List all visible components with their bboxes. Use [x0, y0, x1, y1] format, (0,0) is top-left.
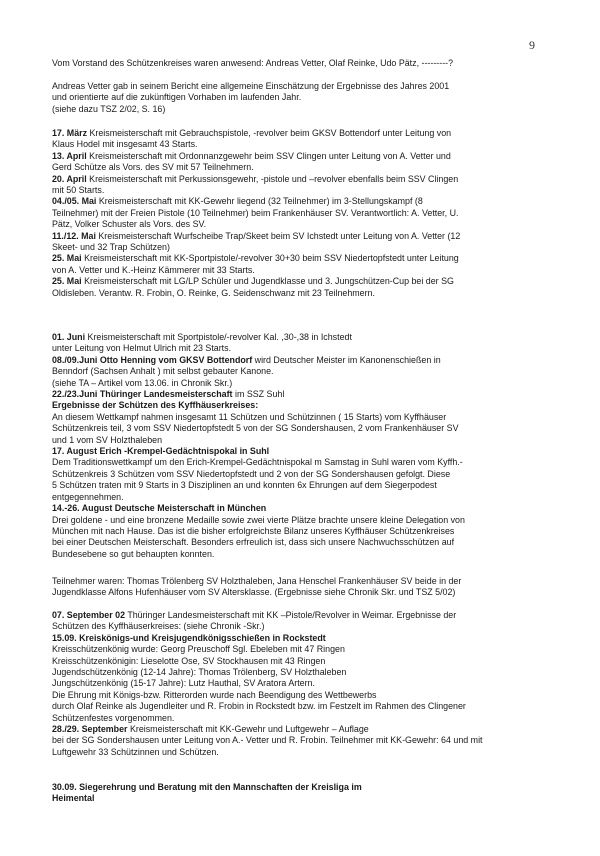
event-entry — [52, 151, 567, 174]
body-line: Dem Traditionswettkampf um den Erich-Krempel-Gedächtnispokal m Samstag in Suhl waren vom Kyffh.- — [52, 457, 463, 468]
event-text-cont: Skeet- und 32 Trap Schützen) — [52, 242, 170, 253]
event-heading: 15.09. Kreiskönigs-und Kreisjugendkönigsschießen in Rockstedt — [52, 632, 326, 643]
body-line: Luftgewehr 33 Schützinnen und Schützen. — [52, 746, 219, 757]
event-entry — [52, 128, 567, 151]
body-line: An diesem Wettkampf nahmen insgesamt 11 Schützen und Schützinnen ( 15 Starts) vom Kyffhäuser — [52, 411, 447, 422]
body-line: entgegennehmen. — [52, 491, 124, 502]
autumn-events — [52, 610, 567, 758]
event-text: Kreismeisterschaft mit KK-Gewehr und Luftgewehr – Auflage — [127, 724, 369, 735]
event-heading: 17. August Erich -Krempel-Gedächtnispokal in Suhl — [52, 446, 270, 457]
spring-events — [52, 128, 567, 299]
event-text-cont: unter Leitung von Helmut Ulrich mit 23 Starts. — [52, 343, 232, 354]
event-date: 01. Juni — [52, 332, 86, 342]
body-line: Kreisschützenkönigin: Lieselotte Ose, SV Stockhausen mit 43 Ringen — [52, 655, 326, 666]
event-heading: 30.09. Siegerehrung und Beratung mit den Mannschaften der Kreisliga im — [52, 782, 362, 792]
event-date: 25. Mai — [52, 276, 82, 287]
event-date: 13. April — [52, 150, 87, 161]
event-date: 07. September 02 — [52, 610, 126, 620]
section-heading: Ergebnisse der Schützen des Kyffhäuserkreises: — [52, 400, 259, 411]
event-heading: 22./23.Juni Thüringer Landesmeisterschaft — [52, 389, 233, 400]
body-line: Die Ehrung mit Königs-bzw. Ritterorden wurde nach Beendigung des Wettbewerbs — [52, 689, 377, 700]
event-text: Kreismeisterschaft mit KK-Gewehr liegend (32 Teilnehmer) im 3-Stellungskampf (8 — [96, 196, 423, 207]
event-text: wird Deutscher Meister im Kanonenschießen in — [252, 354, 441, 365]
body-line: Jugendklasse Alfons Hufenhäuser vom SV Altersklasse. (Ergebnisse siehe Chronik Skr. und TSZ 5/02) — [52, 587, 456, 598]
event-entry — [52, 276, 567, 299]
body-line: Bundesebene so gut behaupten konnten. — [52, 548, 215, 559]
body-line: Teilnehmer waren: Thomas Trölenberg SV Holzthaleben, Jana Henschel Frankenhäuser SV beide in der — [52, 576, 462, 586]
body-line: Jugendschützenkönig (12-14 Jahre): Thomas Trölenberg, SV Holzthaleben — [52, 667, 347, 678]
event-text: im SSZ Suhl — [232, 389, 285, 400]
event-entry — [52, 196, 567, 230]
event-text-cont: von A. Vetter und K.-Heinz Kämmerer mit 33 Starts. — [52, 264, 255, 275]
report-paragraph — [52, 81, 567, 115]
report-reference: (siehe dazu TSZ 2/02, S. 16) — [52, 103, 166, 114]
event-text: Kreismeisterschaft mit Sportpistole/-revolver Kal. ,30-,38 in Ichstedt — [85, 332, 352, 342]
page-number: 9 — [529, 38, 535, 52]
event-entry — [52, 174, 567, 197]
report-line: Andreas Vetter gab in seinem Bericht eine allgemeine Einschätzung der Ergebnisse des Jahres 2001 — [52, 81, 450, 91]
event-text: Kreismeisterschaft Wurfscheibe Trap/Skeet beim SV Ichstedt unter Leitung von A. Vetter (12 — [95, 230, 461, 241]
event-text: Kreismeisterschaft mit LG/LP Schüler und Jugendklasse und 3. Jungschützen-Cup bei der SG — [81, 276, 454, 287]
body-line: Schützenkreis teil, 3 vom SSV Niedertopfstedt 5 von der SG Sondershausen, 2 vom Frankenhäuser SV — [52, 423, 459, 434]
event-date: 17. März — [52, 128, 88, 138]
event-text: Kreismeisterschaft mit Gebrauchspistole, -revolver beim GKSV Bottendorf unter Leitung von — [87, 128, 452, 138]
event-reference: (siehe TA – Artikel vom 13.06. in Chronik Skr.) — [52, 377, 233, 388]
event-text-cont: Pätz, Volker Schuster als Vors. des SV. — [52, 219, 207, 230]
body-line: München mit nach Hause. Das ist die bisher erfolgreichste Bilanz unseres Kyffhäuser Schützenkreises — [52, 525, 455, 536]
event-text: Kreismeisterschaft mit Perkussionsgewehr, -pistole und –revolver ebenfalls beim SSV Clingen — [86, 173, 459, 184]
body-line: Schützenfestes vorgenommen. — [52, 712, 175, 723]
body-line: Schützenkreis 3 Schützen vom SSV Niedertopfstedt und 2 von der SG Sondershausen gefolgt. Diese — [52, 468, 451, 479]
event-text: Kreismeisterschaft mit KK-Sportpistole/-revolver 30+30 beim SSV Niedertopfstedt unter Leitung — [81, 253, 459, 264]
body-line: durch Olaf Reinke als Jugendleiter und R. Frobin in Rockstedt bzw. im Festzelt im Rahmen des Clingener — [52, 701, 466, 712]
event-date: 11./12. Mai — [52, 230, 96, 241]
body-line: und 1 vom SV Holzthaleben — [52, 434, 163, 445]
event-entry — [52, 253, 567, 276]
event-heading: 14.-26. August Deutsche Meisterschaft in München — [52, 503, 267, 514]
body-line: Jungschützenkönig (15-17 Jahre): Lutz Hauthal, SV Aratora Artern. — [52, 678, 315, 689]
event-text-cont: Schützen des Kyffhäuserkreises: (siehe Chronik -Skr.) — [52, 621, 265, 632]
attendance-line: Vom Vorstand des Schützenkreises waren anwesend: Andreas Vetter, Olaf Reinke, Udo Pätz, ---------? — [52, 58, 454, 68]
event-text-cont: Klaus Hodel mit insgesamt 43 Starts. — [52, 139, 198, 150]
event-text-cont: Gerd Schütze als Vors. des SV mit 57 Teilnehmern. — [52, 162, 254, 173]
event-heading: Heimental — [52, 793, 95, 804]
event-text: Thüringer Landesmeisterschaft mit KK –Pistole/Revolver in Weimar. Ergebnisse der — [125, 610, 457, 620]
body-line: Kreisschützenkönig wurde: Georg Preuschoff Sgl. Ebeleben mit 47 Ringen — [52, 644, 345, 655]
event-date: 04./05. Mai — [52, 196, 97, 207]
event-text-cont: Teilnehmer) mit der Freien Pistole (10 Teilnehmer) beim Frankenhäuser SV. Verantwortlich: A. Vetter, U. — [52, 207, 459, 218]
event-date: 25. Mai — [52, 253, 82, 264]
event-text-cont: Benndorf (Sachsen Anhalt ) mit selbst gebauter Kanone. — [52, 366, 274, 377]
final-event — [52, 782, 567, 805]
event-text: Kreismeisterschaft mit Ordonnanzgewehr beim SSV Clingen unter Leitung von A. Vetter und — [86, 150, 451, 161]
event-date: 28./29. September — [52, 724, 128, 735]
participants-paragraph — [52, 576, 567, 599]
event-text-cont: Oldisleben. Verantw. R. Frobin, O. Reinke, G. Seidenschwanz mit 23 Teilnehmern. — [52, 287, 375, 298]
report-line: und orientierte auf die zukünftigen Vorhaben im laufenden Jahr. — [52, 92, 302, 103]
event-text-cont: mit 50 Starts. — [52, 185, 105, 196]
event-heading: 08./09.Juni Otto Henning vom GKSV Bottendorf — [52, 354, 253, 365]
body-line: bei der SG Sondershausen unter Leitung von A.- Vetter und R. Frobin. Teilnehmer mit KK-Gewehr: 64 und mit — [52, 735, 483, 746]
board-attendance — [52, 58, 567, 69]
body-line: Drei goldene - und eine bronzene Medaille sowie zwei vierte Plätze brachte unsere kleine Delegation von — [52, 514, 465, 525]
body-line: 5 Schützen traten mit 9 Starts in 3 Disziplinen an und konnten 6x Ehrungen auf dem Siegerpodest — [52, 480, 437, 491]
summer-events — [52, 332, 567, 560]
event-entry — [52, 231, 567, 254]
event-date: 20. April — [52, 173, 87, 184]
body-line: bei einer Deutschen Meisterschaft. Besonders erfreulich ist, dass sich unsere Nachwuchsschützen auf — [52, 537, 455, 548]
